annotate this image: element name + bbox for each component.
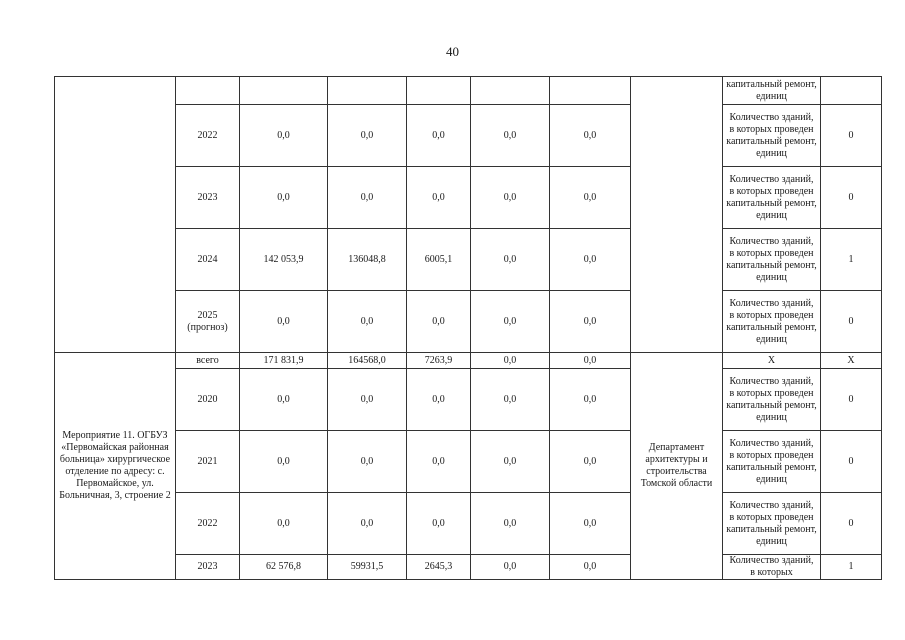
extrabudget-cell: 0,0 [550, 555, 631, 580]
target-cell [821, 77, 882, 105]
indicator-cell: Количество зданий, в которых проведен капитальный ремонт, единиц [723, 229, 821, 291]
year-cell: 2022 [176, 493, 240, 555]
table-row [55, 229, 882, 291]
regional-cell: 0,0 [407, 105, 471, 167]
page-number: 40 [446, 44, 459, 59]
target-cell: 0 [821, 493, 882, 555]
target-cell: 0 [821, 105, 882, 167]
year-cell: всего [176, 353, 240, 369]
regional-cell: 0,0 [407, 291, 471, 353]
year-cell: 2021 [176, 431, 240, 493]
total-cell: 0,0 [240, 291, 328, 353]
table-row [55, 353, 882, 369]
indicator-cell: капитальный ремонт, единиц [723, 77, 821, 105]
budget-table [54, 76, 882, 580]
regional-cell: 0,0 [407, 493, 471, 555]
table-row [55, 493, 882, 555]
total-cell: 142 053,9 [240, 229, 328, 291]
federal-cell: 0,0 [328, 369, 407, 431]
table-row [55, 105, 882, 167]
indicator-cell: Х [723, 353, 821, 369]
regional-cell [407, 77, 471, 105]
federal-cell: 0,0 [328, 431, 407, 493]
local-cell: 0,0 [471, 493, 550, 555]
target-cell: 0 [821, 167, 882, 229]
year-cell: 2023 [176, 167, 240, 229]
total-cell: 62 576,8 [240, 555, 328, 580]
indicator-cell: Количество зданий, в которых проведен капитальный ремонт, единиц [723, 493, 821, 555]
local-cell: 0,0 [471, 105, 550, 167]
total-cell: 0,0 [240, 369, 328, 431]
total-cell: 0,0 [240, 431, 328, 493]
federal-cell: 136048,8 [328, 229, 407, 291]
extrabudget-cell: 0,0 [550, 229, 631, 291]
executor-cell [631, 77, 723, 353]
year-cell: 2022 [176, 105, 240, 167]
extrabudget-cell: 0,0 [550, 353, 631, 369]
extrabudget-cell: 0,0 [550, 167, 631, 229]
local-cell: 0,0 [471, 369, 550, 431]
extrabudget-cell: 0,0 [550, 493, 631, 555]
regional-cell: 0,0 [407, 369, 471, 431]
regional-cell: 2645,3 [407, 555, 471, 580]
total-cell: 171 831,9 [240, 353, 328, 369]
federal-cell: 164568,0 [328, 353, 407, 369]
year-cell [176, 77, 240, 105]
indicator-cell: Количество зданий, в которых проведен капитальный ремонт, единиц [723, 369, 821, 431]
year-cell: 2023 [176, 555, 240, 580]
federal-cell: 0,0 [328, 105, 407, 167]
indicator-cell: Количество зданий, в которых проведен капитальный ремонт, единиц [723, 291, 821, 353]
regional-cell: 7263,9 [407, 353, 471, 369]
indicator-cell: Количество зданий, в которых проведен капитальный ремонт, единиц [723, 167, 821, 229]
target-cell: 0 [821, 431, 882, 493]
extrabudget-cell: 0,0 [550, 431, 631, 493]
regional-cell: 6005,1 [407, 229, 471, 291]
federal-cell: 0,0 [328, 167, 407, 229]
total-cell: 0,0 [240, 167, 328, 229]
year-cell: 2024 [176, 229, 240, 291]
target-cell: 0 [821, 369, 882, 431]
federal-cell: 0,0 [328, 291, 407, 353]
target-cell: 1 [821, 229, 882, 291]
regional-cell: 0,0 [407, 431, 471, 493]
indicator-cell: Количество зданий, в которых [723, 555, 821, 580]
local-cell: 0,0 [471, 291, 550, 353]
measure-name-cell [55, 77, 176, 353]
local-cell: 0,0 [471, 229, 550, 291]
executor-cell: Департамент архитектуры и строительства Томской области [631, 353, 723, 580]
extrabudget-cell: 0,0 [550, 291, 631, 353]
target-cell: 1 [821, 555, 882, 580]
table-row [55, 369, 882, 431]
federal-cell [328, 77, 407, 105]
table-row [55, 77, 882, 105]
local-cell [471, 77, 550, 105]
local-cell: 0,0 [471, 167, 550, 229]
extrabudget-cell: 0,0 [550, 369, 631, 431]
local-cell: 0,0 [471, 555, 550, 580]
table-row [55, 431, 882, 493]
total-cell: 0,0 [240, 105, 328, 167]
extrabudget-cell [550, 77, 631, 105]
local-cell: 0,0 [471, 431, 550, 493]
local-cell: 0,0 [471, 353, 550, 369]
table-row [55, 167, 882, 229]
regional-cell: 0,0 [407, 167, 471, 229]
indicator-cell: Количество зданий, в которых проведен капитальный ремонт, единиц [723, 431, 821, 493]
total-cell [240, 77, 328, 105]
year-cell: 2020 [176, 369, 240, 431]
federal-cell: 0,0 [328, 493, 407, 555]
table-row [55, 555, 882, 580]
measure-name-cell: Мероприятие 11. ОГБУЗ «Первомайская районная больница» хирургическое отделение по адресу: с. Первомайское, ул. Больничная, 3, строение 2 [55, 353, 176, 580]
table-row [55, 291, 882, 353]
total-cell: 0,0 [240, 493, 328, 555]
indicator-cell: Количество зданий, в которых проведен капитальный ремонт, единиц [723, 105, 821, 167]
federal-cell: 59931,5 [328, 555, 407, 580]
year-cell: 2025 (прогноз) [176, 291, 240, 353]
extrabudget-cell: 0,0 [550, 105, 631, 167]
target-cell: Х [821, 353, 882, 369]
target-cell: 0 [821, 291, 882, 353]
